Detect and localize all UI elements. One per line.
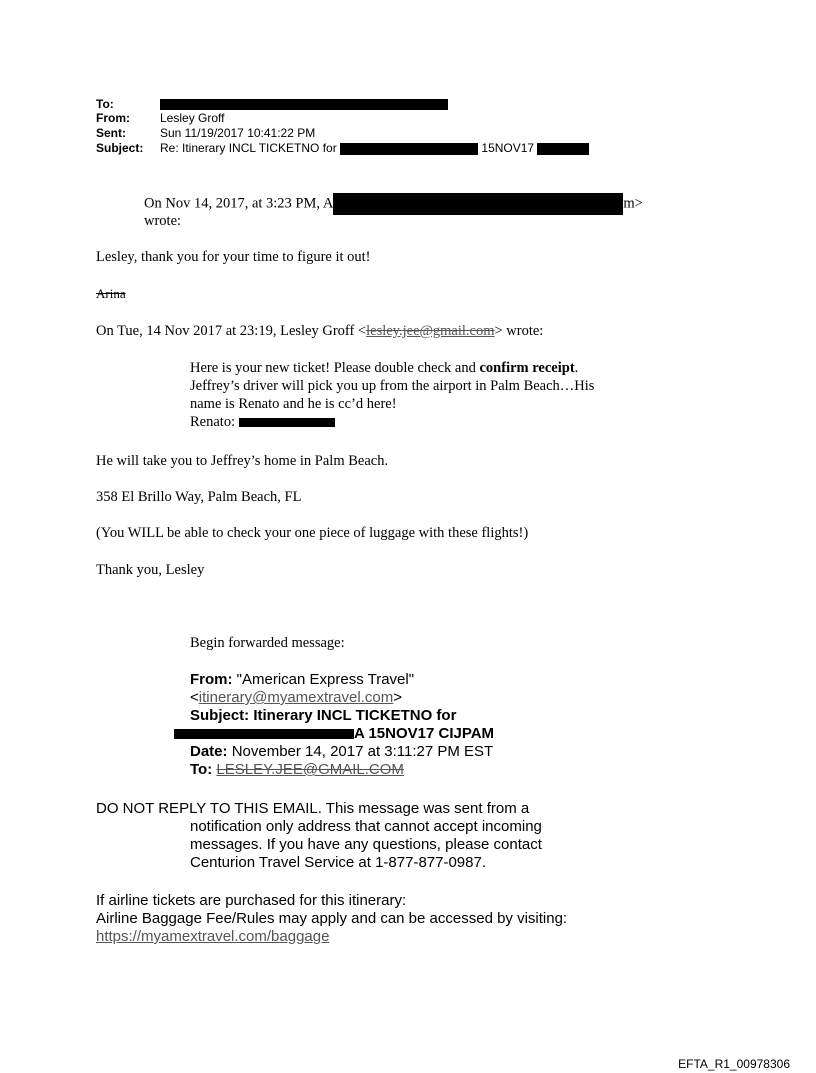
address-line: 358 El Brillo Way, Palm Beach, FL [96, 489, 302, 505]
fwd-subject-row [190, 707, 456, 725]
quote1-suffix: m> [623, 195, 643, 212]
baggage-link[interactable]: https://myamextravel.com/baggage [96, 928, 330, 945]
fwd-subject-row-2 [174, 725, 494, 743]
fwd-subject-line2: A 15NOV17 CIJPAM [354, 725, 495, 742]
subject-row [96, 141, 589, 155]
sign-off: Thank you, Lesley [96, 562, 205, 578]
ticket-line1-a: Here is your new ticket! Please double check and [190, 360, 480, 376]
redaction-subject-name [340, 143, 478, 155]
home-line: He will take you to Jeffrey’s home in Palm Beach. [96, 453, 389, 469]
fwd-date-row [190, 743, 493, 761]
baggage-line-1: If airline tickets are purchased for this itinerary: [96, 892, 407, 909]
from-value: Lesley Groff [160, 111, 225, 125]
fwd-to-value[interactable]: LESLEY.JEE@GMAIL.COM [216, 761, 404, 778]
fwd-from-value: "American Express Travel" [236, 671, 415, 688]
fwd-to-row [190, 761, 404, 779]
notice-line-1: DO NOT REPLY TO THIS EMAIL. This message was sent from a [96, 800, 530, 817]
redaction-to [160, 99, 448, 110]
subject-label: Subject: [96, 141, 144, 155]
redaction-subject-end [537, 143, 589, 155]
sent-value: Sun 11/19/2017 10:41:22 PM [160, 126, 316, 140]
fwd-from-email-row: <itinerary@myamextravel.com> [190, 689, 402, 706]
quote1-wrote: wrote: [144, 213, 182, 229]
to-label: To: [96, 97, 114, 111]
notice-line-4: Centurion Travel Service at 1-877-877-0987. [190, 854, 487, 871]
redaction-fwd-subject [174, 729, 354, 739]
ticket-line1-b: . [574, 360, 579, 376]
luggage-line: (You WILL be able to check your one piece of luggage with these flights!) [96, 525, 529, 541]
from-row [96, 111, 224, 125]
baggage-line-2: Airline Baggage Fee/Rules may apply and can be accessed by visiting: [96, 910, 568, 927]
notice-line-2: notification only address that cannot accept incoming [190, 818, 542, 835]
baggage-link-row [96, 928, 329, 946]
ticket-line-3: name is Renato and he is cc’d here! [190, 396, 397, 412]
quote-header-2 [96, 322, 543, 340]
document-id: EFTA_R1_00978306 [678, 1057, 790, 1071]
from-label: From: [96, 111, 130, 125]
fwd-from-label: From: [190, 671, 233, 688]
fwd-date-value: November 14, 2017 at 3:11:27 PM EST [231, 743, 494, 760]
thanks-line: Lesley, thank you for your time to figure it out! [96, 249, 371, 265]
to-row [96, 97, 448, 111]
fwd-date-label: Date: [190, 743, 228, 760]
subject-prefix: Re: Itinerary INCL TICKETNO for [160, 141, 337, 155]
signature-arina: Arina [96, 286, 126, 301]
confirm-receipt: confirm receipt [479, 360, 575, 376]
ticket-line-4 [190, 413, 335, 431]
ticket-line-2: Jeffrey’s driver will pick you up from the airport in Palm Beach…His [190, 378, 595, 394]
notice-line-3: messages. If you have any questions, please contact [190, 836, 542, 853]
ticket-line-1 [190, 359, 578, 377]
quote-header-1 [144, 193, 643, 215]
begin-forwarded: Begin forwarded message: [190, 635, 345, 651]
sent-row [96, 126, 315, 140]
subject-suffix: 15NOV17 [481, 141, 535, 155]
fwd-subject-label: Subject: Itinerary INCL TICKETNO for [190, 707, 457, 724]
quote2-prefix: On Tue, 14 Nov 2017 at 23:19, Lesley Groff < [96, 323, 367, 339]
sent-label: Sent: [96, 126, 126, 140]
fwd-to-label: To: [190, 761, 213, 778]
quote2-email[interactable]: lesley.jee@gmail.com [366, 323, 495, 339]
fwd-from-row [190, 671, 414, 689]
redaction-renato-phone [239, 418, 335, 427]
quote2-suffix: > wrote: [494, 323, 544, 339]
fwd-from-email[interactable]: itinerary@myamextravel.com [198, 689, 394, 706]
renato-label: Renato: [190, 414, 236, 430]
redaction-quote1 [333, 193, 623, 215]
quote1-prefix: On Nov 14, 2017, at 3:23 PM, A [144, 195, 334, 212]
